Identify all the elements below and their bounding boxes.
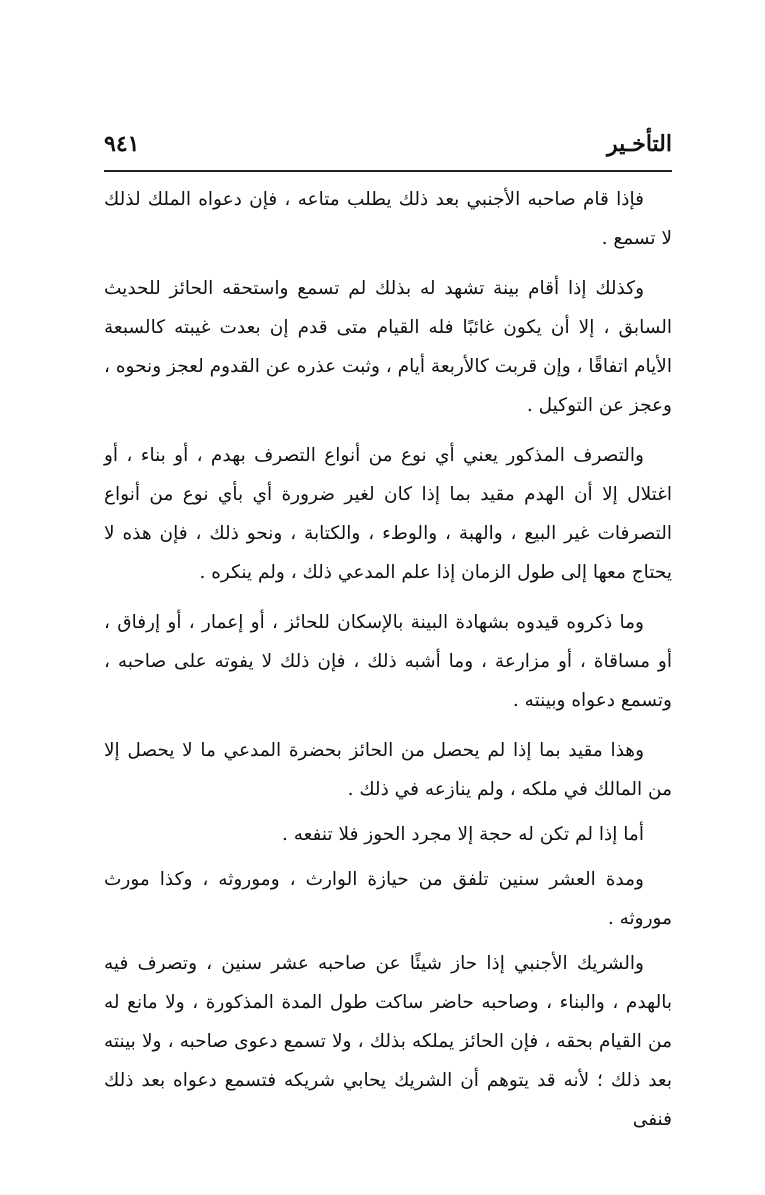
page-header	[104, 128, 672, 168]
paragraph: وهذا مقيد بما إذا لم يحصل من الحائز بحضرة المدعي ما لا يحصل إلا من المالك في ملكه ، ولم ينازعه في ذلك .	[104, 740, 672, 800]
paragraph: أما إذا لم تكن له حجة إلا مجرد الحوز فلا تنفعه .	[281, 824, 644, 845]
paragraph: وكذلك إذا أقام بينة تشهد له بذلك لم تسمع واستحقه الحائز للحديث السابق ، إلا أن يكون غائبًا فله القيام متى قدم إن بعدت غيبته كالسبعة الأيام اتفاقًا ، وإن قربت كالأربعة أيام ، وثبت عذره عن القدوم لعجز ونحوه ، وعجز عن التوكيل .	[104, 278, 672, 416]
page-body	[104, 180, 672, 1150]
paragraph: فإذا قام صاحبه الأجنبي بعد ذلك يطلب متاعه ، فإن دعواه الملك لذلك لا تسمع .	[104, 189, 672, 249]
paragraph: والشريك الأجنبي إذا حاز شيئًا عن صاحبه عشر سنين ، وتصرف فيه بالهدم ، والبناء ، وصاحبه حاضر ساكت طول المدة المذكورة ، ولا مانع له من القيام بحقه ، فإن الحائز يملكه بذلك ، ولا تسمع دعوى صاحبه ، ولا بينته بعد ذلك ؛ لأنه قد يتوهم أن الشريك يحابي شريكه فتسمع دعواه بعد ذلك فنفى	[104, 953, 672, 1130]
running-title: التأخـير	[607, 131, 672, 157]
header-divider	[104, 170, 672, 172]
page-number: ٩٤١	[104, 131, 140, 157]
paragraph: ومدة العشر سنين تلفق من حيازة الوارث ، وموروثه ، وكذا مورث موروثه .	[104, 869, 672, 929]
paragraph: والتصرف المذكور يعني أي نوع من أنواع التصرف بهدم ، أو بناء ، أو اغتلال إلا أن الهدم مقيد بما إذا كان لغير ضرورة أي بأي نوع من أنواع التصرفات غير البيع ، والهبة ، والوطء ، والكتابة ، ونحو ذلك ، فإن هذه لا يحتاج معها إلى طول الزمان إذا علم المدعي ذلك ، ولم ينكره .	[104, 445, 672, 583]
paragraph: وما ذكروه قيدوه بشهادة البينة بالإسكان للحائز ، أو إعمار ، أو إرفاق ، أو مساقاة ، أو مزارعة ، وما أشبه ذلك ، فإن ذلك لا يفوته على صاحبه ، وتسمع دعواه وبينته .	[104, 612, 672, 711]
